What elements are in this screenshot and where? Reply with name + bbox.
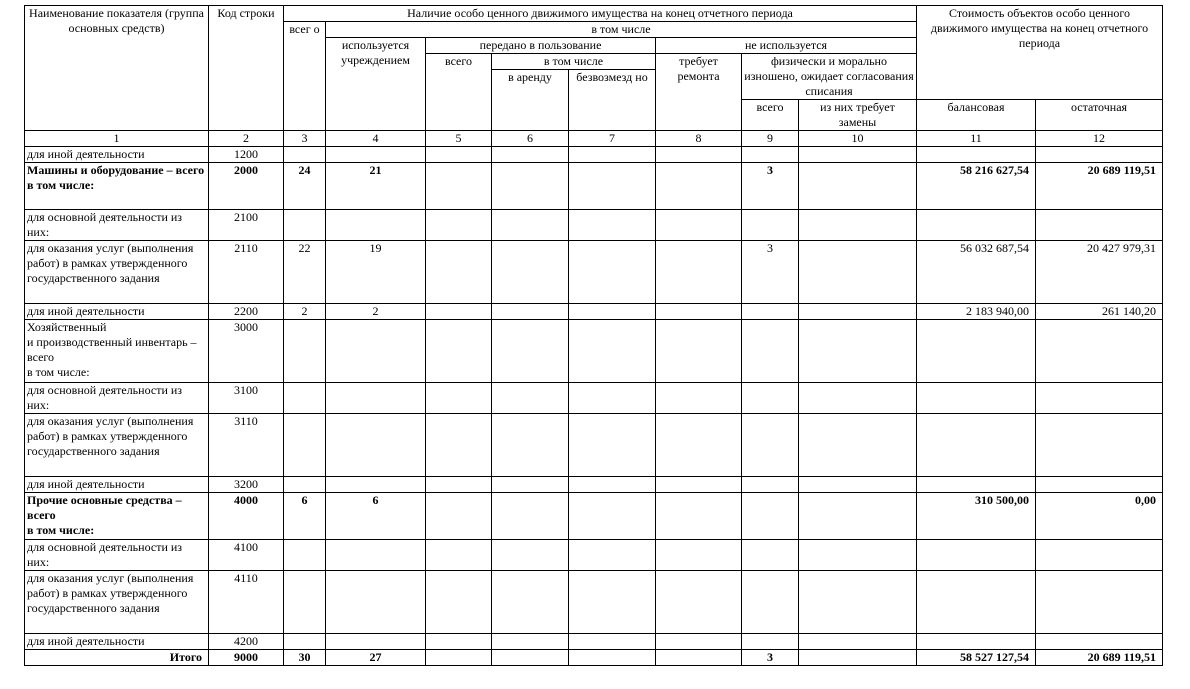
row-cell	[284, 634, 326, 650]
row-code: 3100	[209, 383, 284, 414]
row-cell	[492, 147, 569, 163]
row-cell	[426, 163, 492, 210]
row-cell: 22	[284, 241, 326, 304]
row-cell	[1036, 477, 1163, 493]
row-cell	[1036, 571, 1163, 634]
row-cell	[799, 414, 917, 477]
table-row	[25, 241, 1163, 304]
row-cell	[656, 320, 742, 383]
column-number: 6	[492, 131, 569, 147]
header-including: в том числе	[326, 22, 917, 38]
row-name: Машины и оборудование – всего в том числе:	[25, 163, 209, 210]
row-cell	[917, 477, 1036, 493]
row-cell	[426, 320, 492, 383]
row-cell: 6	[326, 493, 426, 540]
row-cell	[799, 477, 917, 493]
total-cell: 3	[742, 650, 799, 666]
total-row	[25, 650, 1163, 666]
row-name: для основной деятельности из них:	[25, 540, 209, 571]
header-used: используется учреждением	[326, 38, 426, 131]
row-cell	[569, 320, 656, 383]
row-cell	[426, 477, 492, 493]
row-cell	[326, 540, 426, 571]
row-name: Хозяйственный и производственный инвентарь – всего в том числе:	[25, 320, 209, 383]
total-cell: 27	[326, 650, 426, 666]
row-cell	[492, 320, 569, 383]
row-cell	[742, 414, 799, 477]
row-cell	[569, 493, 656, 540]
row-cell	[917, 147, 1036, 163]
column-number: 3	[284, 131, 326, 147]
row-cell	[742, 147, 799, 163]
header-code: Код строки	[209, 6, 284, 131]
row-code: 4200	[209, 634, 284, 650]
row-cell	[492, 540, 569, 571]
row-cell	[1036, 147, 1163, 163]
row-cell	[1036, 540, 1163, 571]
header-availability: Наличие особо ценного движимого имущества на конец отчетного периода	[284, 6, 917, 22]
row-cell	[492, 383, 569, 414]
row-cell	[656, 477, 742, 493]
row-cell	[426, 210, 492, 241]
row-cell	[284, 210, 326, 241]
row-cell	[656, 540, 742, 571]
row-cell: 24	[284, 163, 326, 210]
row-code: 3200	[209, 477, 284, 493]
row-cell	[742, 493, 799, 540]
column-number: 11	[917, 131, 1036, 147]
table-row	[25, 383, 1163, 414]
table-row	[25, 147, 1163, 163]
total-cell	[799, 650, 917, 666]
row-cell	[284, 477, 326, 493]
table-row	[25, 414, 1163, 477]
row-cell	[799, 210, 917, 241]
row-cell	[426, 241, 492, 304]
column-number: 9	[742, 131, 799, 147]
row-cell	[569, 147, 656, 163]
row-code: 4100	[209, 540, 284, 571]
row-cell	[569, 163, 656, 210]
column-number: 5	[426, 131, 492, 147]
row-cell	[799, 540, 917, 571]
row-cell	[656, 147, 742, 163]
row-cell	[917, 210, 1036, 241]
total-cell	[656, 650, 742, 666]
row-cell	[492, 493, 569, 540]
row-cell	[569, 383, 656, 414]
column-number: 12	[1036, 131, 1163, 147]
row-cell	[656, 304, 742, 320]
row-code: 3110	[209, 414, 284, 477]
table-row	[25, 540, 1163, 571]
row-cell	[799, 163, 917, 210]
row-cell: 3	[742, 241, 799, 304]
row-name: для оказания услуг (выполнения работ) в рамках утвержденного государственного задания	[25, 571, 209, 634]
row-cell	[569, 304, 656, 320]
row-cell	[799, 571, 917, 634]
row-cell: 20 689 119,51	[1036, 163, 1163, 210]
row-cell	[799, 304, 917, 320]
row-cell	[284, 540, 326, 571]
column-number: 1	[25, 131, 209, 147]
row-cell	[917, 540, 1036, 571]
table-row	[25, 304, 1163, 320]
row-code: 2100	[209, 210, 284, 241]
row-cell	[326, 147, 426, 163]
row-cell	[656, 163, 742, 210]
header-residual-value: остаточная	[1036, 100, 1163, 131]
row-cell	[426, 540, 492, 571]
property-report-table	[24, 5, 1163, 666]
row-cell	[742, 320, 799, 383]
row-cell	[1036, 383, 1163, 414]
column-number: 8	[656, 131, 742, 147]
table-row	[25, 477, 1163, 493]
total-label: Итого	[25, 650, 209, 666]
row-cell	[799, 241, 917, 304]
row-cell	[1036, 320, 1163, 383]
row-cell	[799, 147, 917, 163]
total-code: 9000	[209, 650, 284, 666]
row-cell	[426, 304, 492, 320]
row-cell	[426, 493, 492, 540]
total-cell: 30	[284, 650, 326, 666]
row-code: 2110	[209, 241, 284, 304]
header-worn-out: физически и морально изношено, ожидает согласования списания	[742, 54, 917, 100]
row-code: 2000	[209, 163, 284, 210]
row-cell: 0,00	[1036, 493, 1163, 540]
row-cell	[742, 383, 799, 414]
row-cell	[656, 493, 742, 540]
table-row	[25, 163, 1163, 210]
row-cell	[569, 414, 656, 477]
row-cell: 2 183 940,00	[917, 304, 1036, 320]
row-cell	[569, 571, 656, 634]
total-cell	[426, 650, 492, 666]
column-numbers-row	[25, 131, 1163, 147]
row-name: для оказания услуг (выполнения работ) в рамках утвержденного государственного задания	[25, 241, 209, 304]
row-cell	[426, 147, 492, 163]
row-cell	[656, 414, 742, 477]
row-cell	[492, 414, 569, 477]
row-cell	[492, 477, 569, 493]
row-cell	[742, 477, 799, 493]
row-cell	[799, 634, 917, 650]
row-code: 3000	[209, 320, 284, 383]
row-cell	[656, 571, 742, 634]
row-cell	[326, 383, 426, 414]
row-cell	[1036, 414, 1163, 477]
row-cell	[569, 210, 656, 241]
header-book-value: балансовая	[917, 100, 1036, 131]
header-worn-replace: из них требует замены	[799, 100, 917, 131]
row-cell	[284, 383, 326, 414]
table-row	[25, 493, 1163, 540]
row-cell	[742, 210, 799, 241]
column-number: 2	[209, 131, 284, 147]
row-cell	[656, 241, 742, 304]
row-name: для оказания услуг (выполнения работ) в рамках утвержденного государственного задания	[25, 414, 209, 477]
row-name: Прочие основные средства – всего в том числе:	[25, 493, 209, 540]
row-cell	[326, 634, 426, 650]
row-cell	[799, 383, 917, 414]
row-cell	[284, 320, 326, 383]
row-cell: 3	[742, 163, 799, 210]
row-cell	[326, 210, 426, 241]
row-code: 2200	[209, 304, 284, 320]
table-row	[25, 634, 1163, 650]
row-cell	[426, 383, 492, 414]
row-cell	[917, 383, 1036, 414]
row-cell	[492, 163, 569, 210]
row-code: 4110	[209, 571, 284, 634]
row-cell	[492, 210, 569, 241]
row-code: 1200	[209, 147, 284, 163]
row-cell	[326, 477, 426, 493]
header-needs-repair: требует ремонта	[656, 54, 742, 131]
header-transferred: передано в пользование	[426, 38, 656, 54]
row-cell	[1036, 210, 1163, 241]
row-cell	[917, 414, 1036, 477]
total-cell: 58 527 127,54	[917, 650, 1036, 666]
row-name: для иной деятельности	[25, 477, 209, 493]
row-cell: 19	[326, 241, 426, 304]
row-cell	[569, 540, 656, 571]
row-cell: 261 140,20	[1036, 304, 1163, 320]
row-name: для иной деятельности	[25, 147, 209, 163]
header-transferred-including: в том числе	[492, 54, 656, 70]
row-cell	[284, 414, 326, 477]
row-name: для основной деятельности из них:	[25, 210, 209, 241]
total-cell	[492, 650, 569, 666]
row-cell	[326, 571, 426, 634]
row-cell	[917, 571, 1036, 634]
row-cell	[742, 304, 799, 320]
row-cell	[742, 571, 799, 634]
table-row	[25, 320, 1163, 383]
row-cell	[492, 304, 569, 320]
header-free-use: безвозмезд но	[569, 70, 656, 131]
row-cell	[742, 634, 799, 650]
header-lease: в аренду	[492, 70, 569, 131]
header-worn-total: всего	[742, 100, 799, 131]
row-cell	[656, 383, 742, 414]
row-cell: 2	[326, 304, 426, 320]
row-cell: 21	[326, 163, 426, 210]
header-transferred-total: всего	[426, 54, 492, 131]
header-not-used: не используется	[656, 38, 917, 54]
row-name: для иной деятельности	[25, 304, 209, 320]
row-cell	[426, 634, 492, 650]
row-cell	[569, 634, 656, 650]
row-cell	[742, 540, 799, 571]
row-cell	[284, 571, 326, 634]
row-name: для основной деятельности из них:	[25, 383, 209, 414]
row-cell	[1036, 634, 1163, 650]
header-total: всег о	[284, 22, 326, 131]
row-cell: 6	[284, 493, 326, 540]
row-cell	[492, 241, 569, 304]
column-number: 10	[799, 131, 917, 147]
column-number: 7	[569, 131, 656, 147]
row-cell	[426, 571, 492, 634]
row-cell	[656, 634, 742, 650]
row-cell: 20 427 979,31	[1036, 241, 1163, 304]
row-cell	[799, 493, 917, 540]
row-name: для иной деятельности	[25, 634, 209, 650]
row-cell	[656, 210, 742, 241]
table-row	[25, 210, 1163, 241]
header-value: Стоимость объектов особо ценного движимого имущества на конец отчетного периода	[917, 6, 1163, 100]
row-cell	[917, 320, 1036, 383]
row-cell	[492, 571, 569, 634]
table-row	[25, 571, 1163, 634]
header-name: Наименование показателя (группа основных средств)	[25, 6, 209, 131]
total-cell	[569, 650, 656, 666]
column-number: 4	[326, 131, 426, 147]
row-code: 4000	[209, 493, 284, 540]
row-cell	[284, 147, 326, 163]
total-cell: 20 689 119,51	[1036, 650, 1163, 666]
row-cell: 58 216 627,54	[917, 163, 1036, 210]
row-cell	[492, 634, 569, 650]
row-cell	[426, 414, 492, 477]
row-cell	[569, 241, 656, 304]
row-cell	[326, 414, 426, 477]
row-cell: 56 032 687,54	[917, 241, 1036, 304]
row-cell	[326, 320, 426, 383]
row-cell	[799, 320, 917, 383]
row-cell: 310 500,00	[917, 493, 1036, 540]
row-cell	[569, 477, 656, 493]
row-cell	[917, 634, 1036, 650]
report-body	[25, 147, 1163, 666]
row-cell: 2	[284, 304, 326, 320]
